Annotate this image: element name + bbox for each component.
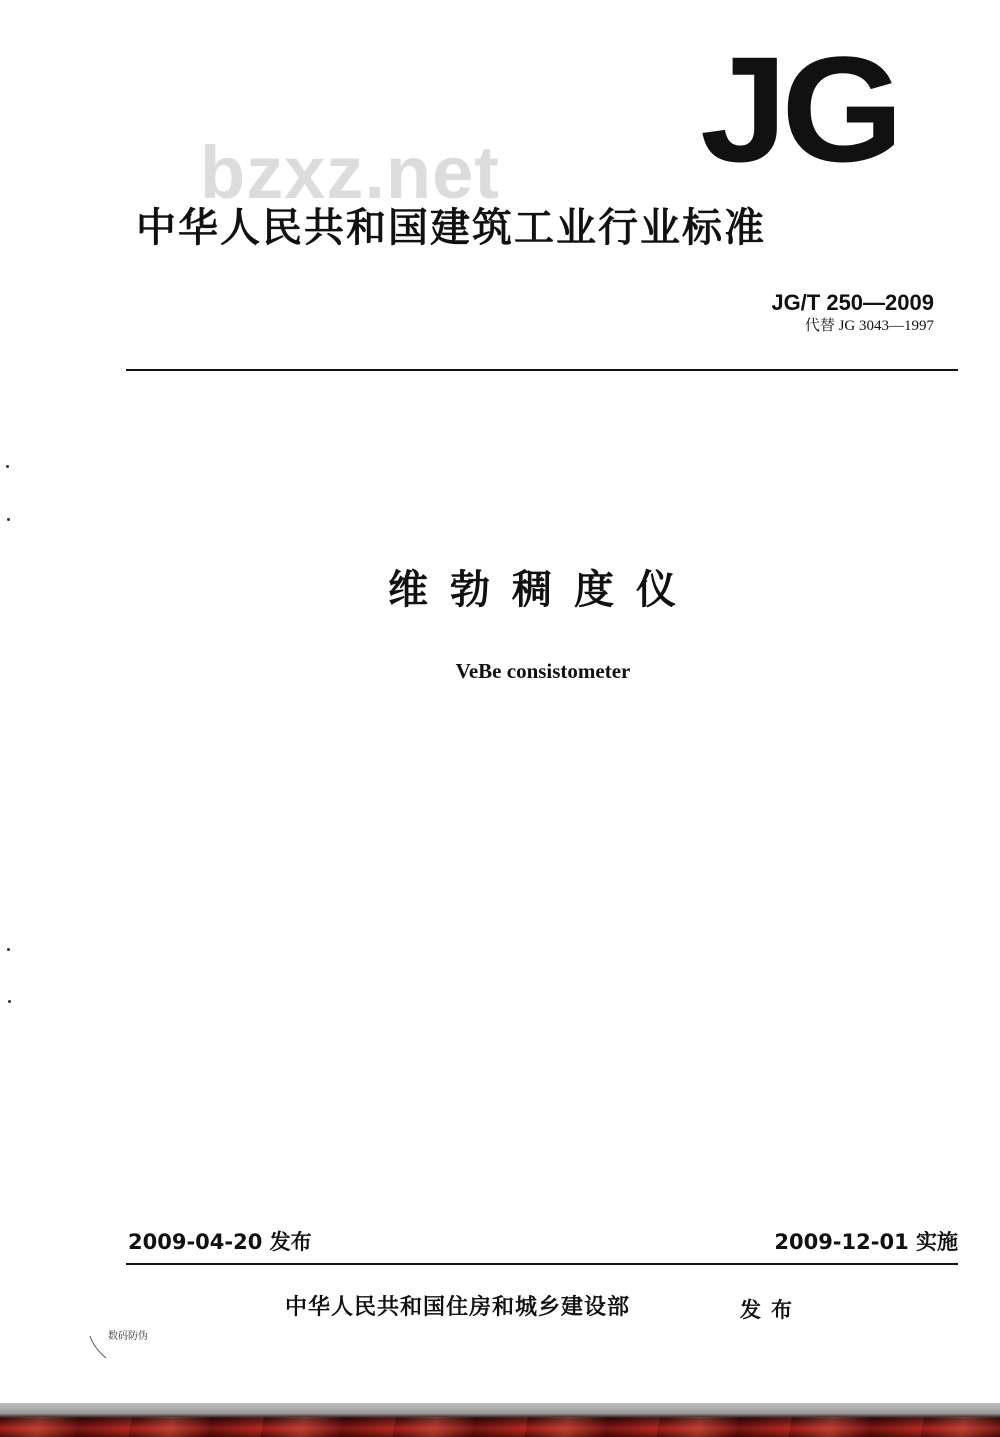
watermark: bzxz.net: [200, 131, 500, 214]
issuing-action: 发布: [740, 1298, 802, 1322]
top-divider: [126, 369, 958, 371]
bottom-divider: [126, 1263, 958, 1265]
issuing-authority: 中华人民共和国住房和城乡建设部: [285, 1295, 631, 1320]
jg-logo: JG: [700, 25, 898, 193]
standard-number: JG/T 250—2009: [771, 290, 934, 315]
anti-counterfeit-mark-icon: [86, 1334, 110, 1360]
replaces-standard: 代替 JG 3043—1997: [804, 318, 934, 334]
scan-mark: [6, 465, 9, 468]
scan-mark: [7, 948, 10, 951]
scan-mark: [8, 1000, 11, 1003]
standard-category-title: 中华人民共和国建筑工业行业标准: [136, 205, 766, 251]
document-title-english: VeBe consistometer: [455, 659, 631, 683]
document-title-chinese: 维勃稠度仪: [388, 567, 698, 613]
anti-counterfeit-label: 数码防伪: [108, 1331, 148, 1342]
footer-decorative-band: [0, 1403, 1000, 1437]
implementation-date: 2009-12-01 实施: [774, 1230, 958, 1254]
issue-date: 2009-04-20 发布: [128, 1230, 312, 1254]
scan-mark: [7, 518, 10, 521]
